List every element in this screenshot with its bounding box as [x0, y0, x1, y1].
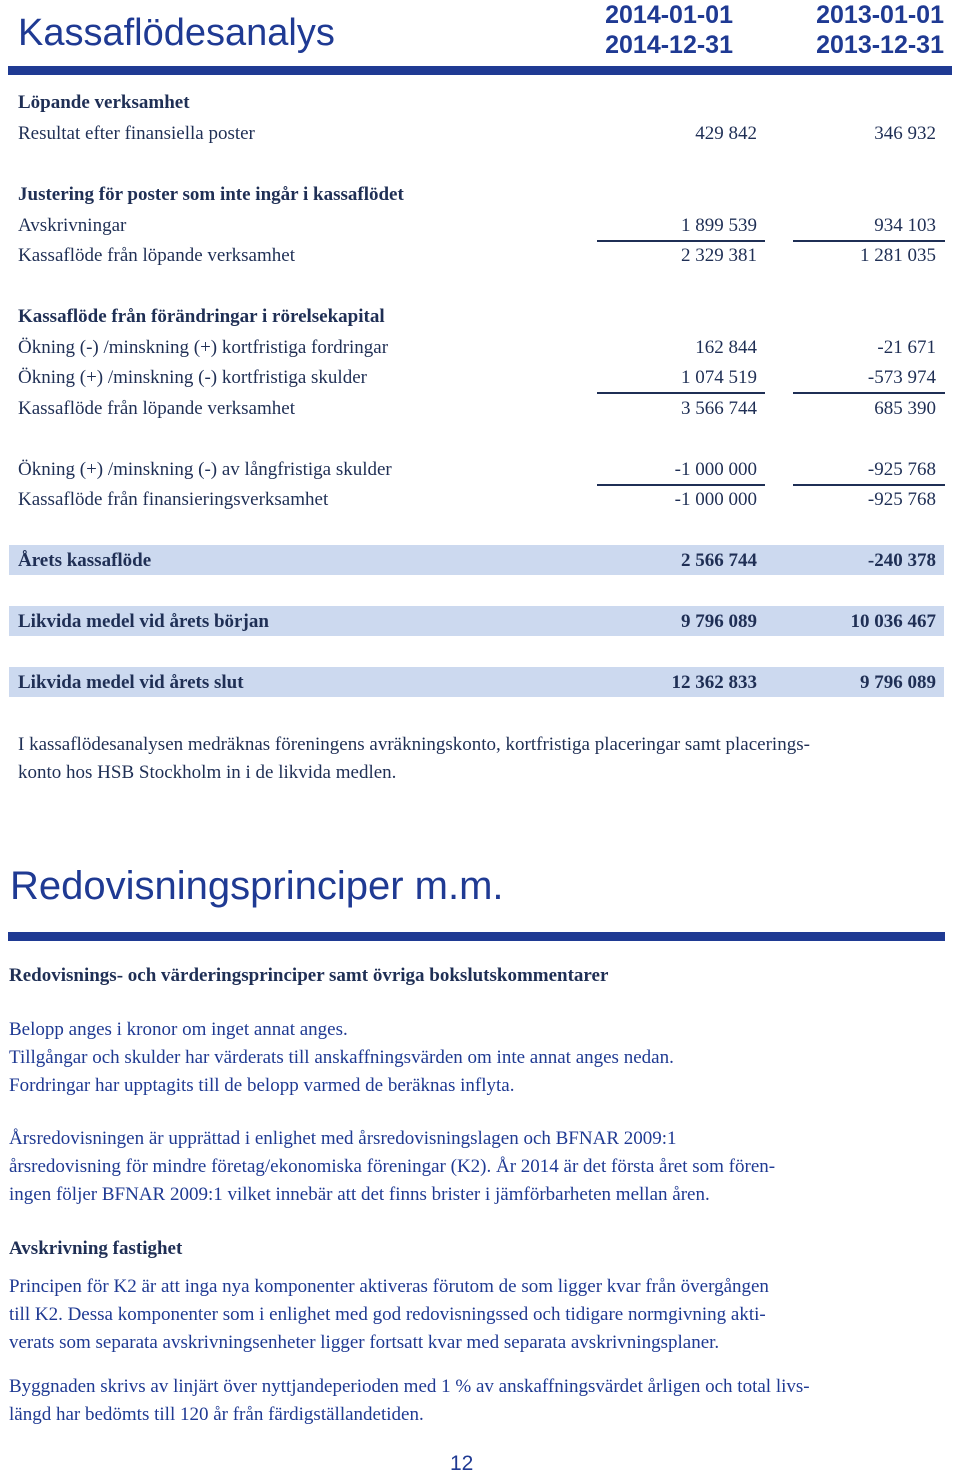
row-value-2014: 1 074 519: [681, 367, 757, 388]
row-value-2013: 685 390: [874, 398, 936, 419]
row-label: Årets kassaflöde: [18, 550, 152, 571]
note-line: I kassaflödesanalysen medräknas föreningens avräkningskonto, kortfristiga placeringar samt placerings-: [18, 734, 810, 755]
paragraph-building: [9, 1373, 810, 1429]
row-value-2013: -240 378: [867, 550, 936, 571]
row-value-2014: 2 329 381: [681, 245, 757, 266]
period-2014-start: 2014-01-01: [605, 1, 733, 29]
row-value-2013: 934 103: [874, 215, 936, 236]
subtotal-rule: [793, 484, 945, 486]
header-divider: [8, 66, 952, 75]
row-label: Ökning (-) /minskning (+) kortfristiga fordringar: [18, 337, 389, 358]
page-number: 12: [450, 1452, 474, 1475]
paragraph-framework: [9, 1125, 775, 1209]
row-value-2013: -925 768: [867, 459, 936, 480]
row-label: Likvida medel vid årets början: [18, 611, 269, 632]
row-value-2014: 9 796 089: [681, 611, 757, 632]
period-2013-header: [816, 0, 944, 60]
row-value-2014: 12 362 833: [671, 672, 757, 693]
period-2014-end: 2014-12-31: [605, 31, 733, 59]
row-label: Kassaflöde från löpande verksamhet: [18, 398, 295, 419]
section-divider: [8, 932, 945, 941]
row-value-2013: 1 281 035: [860, 245, 936, 266]
note-paragraph: [18, 731, 810, 787]
row-value-2013: -925 768: [867, 489, 936, 510]
paragraph-line: Fordringar har upptagits till de belopp varmed de beräknas inflyta.: [9, 1075, 515, 1096]
paragraph-amounts: [9, 1016, 674, 1100]
subtotal-rule: [597, 484, 765, 486]
row-value-2014: -1 000 000: [674, 489, 757, 510]
section-subtitle: Redovisnings- och värderingsprinciper samt övriga bokslutskommentarer: [9, 965, 609, 986]
subheading-depreciation: Avskrivning fastighet: [9, 1238, 183, 1259]
row-label: Avskrivningar: [18, 215, 127, 236]
subtotal-rule: [597, 240, 765, 242]
row-value-2014: 2 566 744: [681, 550, 757, 571]
paragraph-line: till K2. Dessa komponenter som i enlighet med god redovisningssed och tidigare normgivning akti-: [9, 1304, 766, 1325]
row-value-2013: 9 796 089: [860, 672, 936, 693]
paragraph-line: Årsredovisningen är upprättad i enlighet med årsredovisningslagen och BFNAR 2009:1: [9, 1128, 677, 1149]
row-label: Ökning (+) /minskning (-) av långfristiga skulder: [18, 459, 392, 480]
row-value-2013: -21 671: [877, 337, 936, 358]
subtotal-rule: [793, 240, 945, 242]
section-heading-operating: Löpande verksamhet: [18, 92, 190, 113]
paragraph-line: Belopp anges i kronor om inget annat anges.: [9, 1019, 348, 1040]
subtotal-rule: [793, 392, 945, 394]
section-heading-working-capital: Kassaflöde från förändringar i rörelsekapital: [18, 306, 385, 327]
row-value-2014: -1 000 000: [674, 459, 757, 480]
section-title: Redovisningsprinciper m.m.: [10, 864, 504, 908]
row-label: Resultat efter finansiella poster: [18, 123, 255, 144]
paragraph-line: årsredovisning för mindre företag/ekonomiska föreningar (K2). År 2014 är det första året som fören-: [9, 1156, 776, 1177]
row-label: Kassaflöde från löpande verksamhet: [18, 245, 295, 266]
row-label: Kassaflöde från finansieringsverksamhet: [18, 489, 329, 510]
paragraph-line: längd har bedömts till 120 år från färdigställandetiden.: [9, 1404, 424, 1425]
row-value-2013: 346 932: [874, 123, 936, 144]
row-value-2014: 3 566 744: [681, 398, 757, 419]
period-2013-start: 2013-01-01: [816, 1, 944, 29]
period-2013-end: 2013-12-31: [816, 31, 944, 59]
page-title: Kassaflödesanalys: [18, 12, 335, 54]
subtotal-rule: [597, 392, 765, 394]
row-value-2014: 429 842: [695, 123, 757, 144]
note-line: konto hos HSB Stockholm in i de likvida medlen.: [18, 762, 397, 783]
paragraph-line: verats som separata avskrivningsenheter ligger fortsatt kvar med separata avskrivningsplaner.: [9, 1332, 720, 1353]
paragraph-components: [9, 1273, 769, 1357]
row-label: Likvida medel vid årets slut: [18, 672, 244, 693]
paragraph-line: Principen för K2 är att inga nya komponenter aktiveras förutom de som ligger kvar från övergången: [9, 1276, 769, 1297]
row-value-2014: 162 844: [695, 337, 757, 358]
paragraph-line: Byggnaden skrivs av linjärt över nyttjandeperioden med 1 % av anskaffningsvärdet årligen och total livs-: [9, 1376, 810, 1397]
row-value-2013: -573 974: [867, 367, 936, 388]
period-2014-header: [605, 0, 733, 60]
paragraph-line: Tillgångar och skulder har värderats till anskaffningsvärden om inte annat anges nedan.: [9, 1047, 674, 1068]
section-heading-adjustments: Justering för poster som inte ingår i kassaflödet: [18, 184, 404, 205]
row-value-2013: 10 036 467: [850, 611, 936, 632]
row-label: Ökning (+) /minskning (-) kortfristiga skulder: [18, 367, 367, 388]
row-value-2014: 1 899 539: [681, 215, 757, 236]
paragraph-line: ingen följer BFNAR 2009:1 vilket innebär att det finns brister i jämförbarheten mellan åren.: [9, 1184, 710, 1205]
